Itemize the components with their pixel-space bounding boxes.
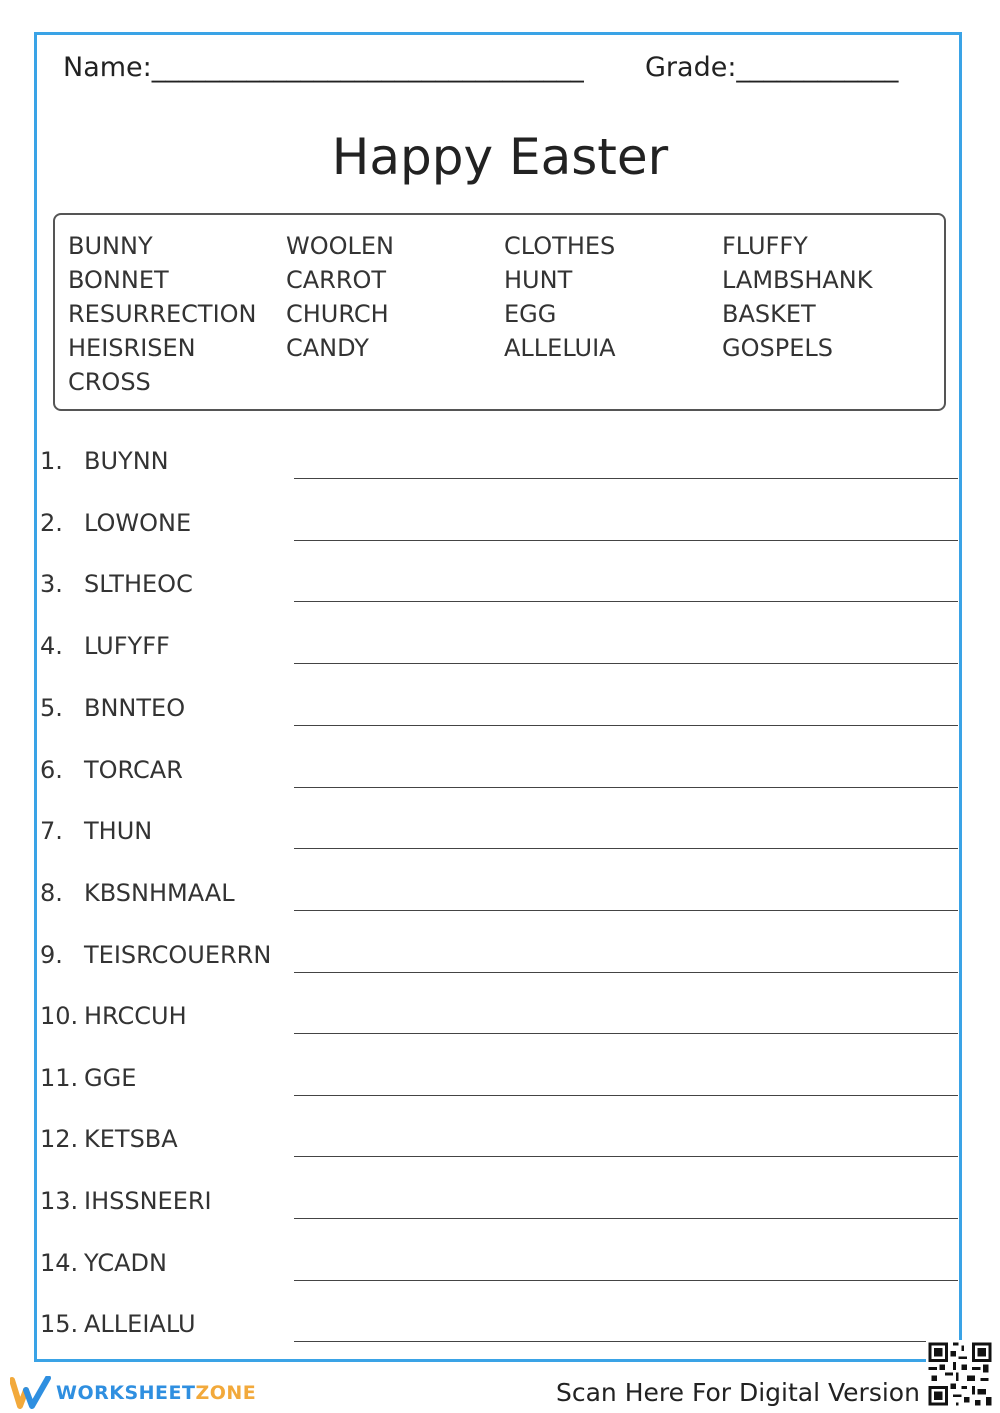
question-number: 14.: [40, 1249, 79, 1277]
question-row: [40, 570, 960, 610]
question-number: 6.: [40, 756, 63, 784]
question-row: [40, 509, 960, 549]
word-bank-item: CROSS: [68, 368, 151, 396]
question-row: [40, 632, 960, 672]
question-number: 5.: [40, 694, 63, 722]
grade-field-label[interactable]: Grade:____________: [645, 52, 899, 83]
question-row: [40, 694, 960, 734]
answer-line[interactable]: [294, 787, 958, 788]
question-number: 1.: [40, 447, 63, 475]
question-number: 13.: [40, 1187, 79, 1215]
scrambled-word: IHSSNEERI: [84, 1187, 212, 1215]
logo-text-main: WORKSHEET: [56, 1382, 196, 1404]
scrambled-word: GGE: [84, 1064, 137, 1092]
question-row: [40, 879, 960, 919]
word-bank-column-1: [68, 229, 257, 399]
question-number: 12.: [40, 1125, 79, 1153]
question-number: 7.: [40, 817, 63, 845]
question-number: 2.: [40, 509, 63, 537]
scrambled-word: ALLEIALU: [84, 1310, 196, 1338]
word-bank-item: ALLELUIA: [504, 334, 616, 362]
answer-line[interactable]: [294, 848, 958, 849]
word-bank-column-3: [504, 229, 616, 365]
scrambled-word: TORCAR: [84, 756, 183, 784]
scrambled-word: LOWONE: [84, 509, 192, 537]
answer-line[interactable]: [294, 725, 958, 726]
worksheet-zone-logo-icon: [10, 1376, 52, 1410]
word-bank-item: BONNET: [68, 266, 169, 294]
logo-text-accent: ZONE: [195, 1382, 257, 1404]
answer-line[interactable]: [294, 540, 958, 541]
answer-line[interactable]: [294, 1218, 958, 1219]
question-row: [40, 447, 960, 487]
word-bank-item: FLUFFY: [722, 232, 808, 260]
name-field-label[interactable]: Name:________________________________: [63, 52, 584, 83]
question-row: [40, 1249, 960, 1289]
word-bank: [53, 213, 946, 411]
question-row: [40, 1125, 960, 1165]
word-bank-item: CARROT: [286, 266, 387, 294]
word-bank-item: EGG: [504, 300, 557, 328]
word-bank-column-2: [286, 229, 394, 365]
question-number: 9.: [40, 941, 63, 969]
scan-instruction: Scan Here For Digital Version: [556, 1378, 920, 1407]
answer-line[interactable]: [294, 910, 958, 911]
question-row: [40, 756, 960, 796]
word-bank-item: CLOTHES: [504, 232, 616, 260]
word-bank-item: BASKET: [722, 300, 816, 328]
word-bank-item: GOSPELS: [722, 334, 833, 362]
scrambled-word: SLTHEOC: [84, 570, 193, 598]
question-number: 11.: [40, 1064, 79, 1092]
question-number: 4.: [40, 632, 63, 660]
scrambled-word: HRCCUH: [84, 1002, 187, 1030]
word-bank-item: LAMBSHANK: [722, 266, 873, 294]
answer-line[interactable]: [294, 1095, 958, 1096]
scrambled-word: BUYNN: [84, 447, 169, 475]
question-row: [40, 817, 960, 857]
word-bank-item: BUNNY: [68, 232, 153, 260]
answer-line[interactable]: [294, 972, 958, 973]
word-bank-item: HUNT: [504, 266, 573, 294]
page-title: Happy Easter: [331, 128, 669, 186]
answer-line[interactable]: [294, 663, 958, 664]
scrambled-word: YCADN: [84, 1249, 167, 1277]
scrambled-word: TEISRCOUERRN: [84, 941, 272, 969]
question-number: 3.: [40, 570, 63, 598]
answer-line[interactable]: [294, 601, 958, 602]
question-row: [40, 1310, 960, 1350]
word-bank-item: CHURCH: [286, 300, 389, 328]
question-row: [40, 941, 960, 981]
scrambled-word: THUN: [84, 817, 153, 845]
answer-line[interactable]: [294, 1280, 958, 1281]
word-bank-item: HEISRISEN: [68, 334, 196, 362]
scrambled-word: KBSNHMAAL: [84, 879, 235, 907]
answer-line[interactable]: [294, 478, 958, 479]
word-bank-item: CANDY: [286, 334, 369, 362]
scrambled-word: BNNTEO: [84, 694, 186, 722]
answer-line[interactable]: [294, 1033, 958, 1034]
answer-line[interactable]: [294, 1341, 958, 1342]
question-number: 10.: [40, 1002, 79, 1030]
scrambled-word: LUFYFF: [84, 632, 170, 660]
worksheet-zone-logo[interactable]: [10, 1376, 256, 1410]
qr-code-icon[interactable]: [926, 1340, 994, 1408]
question-number: 15.: [40, 1310, 79, 1338]
question-row: [40, 1002, 960, 1042]
word-bank-item: WOOLEN: [286, 232, 394, 260]
question-number: 8.: [40, 879, 63, 907]
logo-text: [56, 1382, 256, 1404]
word-bank-column-4: [722, 229, 872, 365]
word-bank-item: RESURRECTION: [68, 300, 257, 328]
question-row: [40, 1064, 960, 1104]
answer-line[interactable]: [294, 1156, 958, 1157]
question-row: [40, 1187, 960, 1227]
scrambled-word: KETSBA: [84, 1125, 178, 1153]
